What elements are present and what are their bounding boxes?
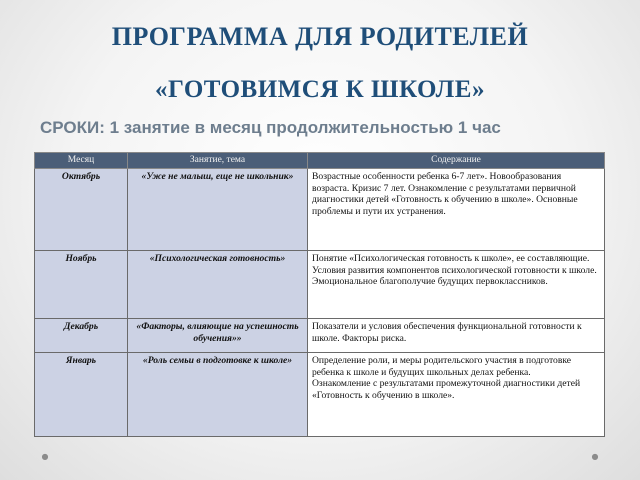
content-paragraph: Определение роли, и меры родительского участия в подготовке ребенка к школе и будущих школьных делах ребенка. (312, 355, 572, 378)
month-cell: Январь (35, 353, 128, 437)
column-header-month: Месяц (35, 153, 128, 169)
table-row (35, 251, 605, 319)
table-row (35, 169, 605, 251)
content-cell: Возрастные особенности ребенка 6-7 лет». Новообразования возраста. Кризис 7 лет. Ознакомление с результатами первичной диагностики детей «Готовность к обучению в школе». Основные проблемы и пути их устранения. (308, 169, 605, 251)
table-header-row (35, 153, 605, 169)
table-row (35, 319, 605, 353)
month-cell: Ноябрь (35, 251, 128, 319)
content-cell: Показатели и условия обеспечения функциональной готовности к школе. Факторы риска. (308, 319, 605, 353)
page-subtitle-program-name: «ГОТОВИМСЯ К ШКОЛЕ» (155, 76, 485, 103)
column-header-content: Содержание (308, 153, 605, 169)
theme-cell: «Факторы, влияющие на успешность обучения»» (128, 319, 308, 353)
content-paragraph: Ознакомление с результатами промежуточной диагностики детей «Готовность к обучению в школе». (312, 378, 581, 402)
theme-cell: «Психологическая готовность» (128, 251, 308, 319)
content-cell: Понятие «Психологическая готовность к школе», ее составляющие. Условия развития компонентов психологической готовности к школе. Эмоциональное благополучие будущих первоклассников. (308, 251, 605, 319)
theme-cell: «Уже не малыш, еще не школьник» (128, 169, 308, 251)
table-row (35, 353, 605, 437)
month-cell: Декабрь (35, 319, 128, 353)
theme-cell: «Роль семьи в подготовке к школе» (128, 353, 308, 437)
content-cell (308, 353, 605, 437)
schedule-terms-text: СРОКИ: 1 занятие в месяц продолжительностью 1 час (40, 118, 501, 137)
program-schedule-table (34, 152, 605, 437)
page-title: ПРОГРАММА ДЛЯ РОДИТЕЛЕЙ (111, 22, 529, 51)
month-cell: Октябрь (35, 169, 128, 251)
decorative-dot-icon: ● (591, 452, 599, 461)
decorative-dot-icon: ● (41, 452, 49, 461)
column-header-theme: Занятие, тема (128, 153, 308, 169)
